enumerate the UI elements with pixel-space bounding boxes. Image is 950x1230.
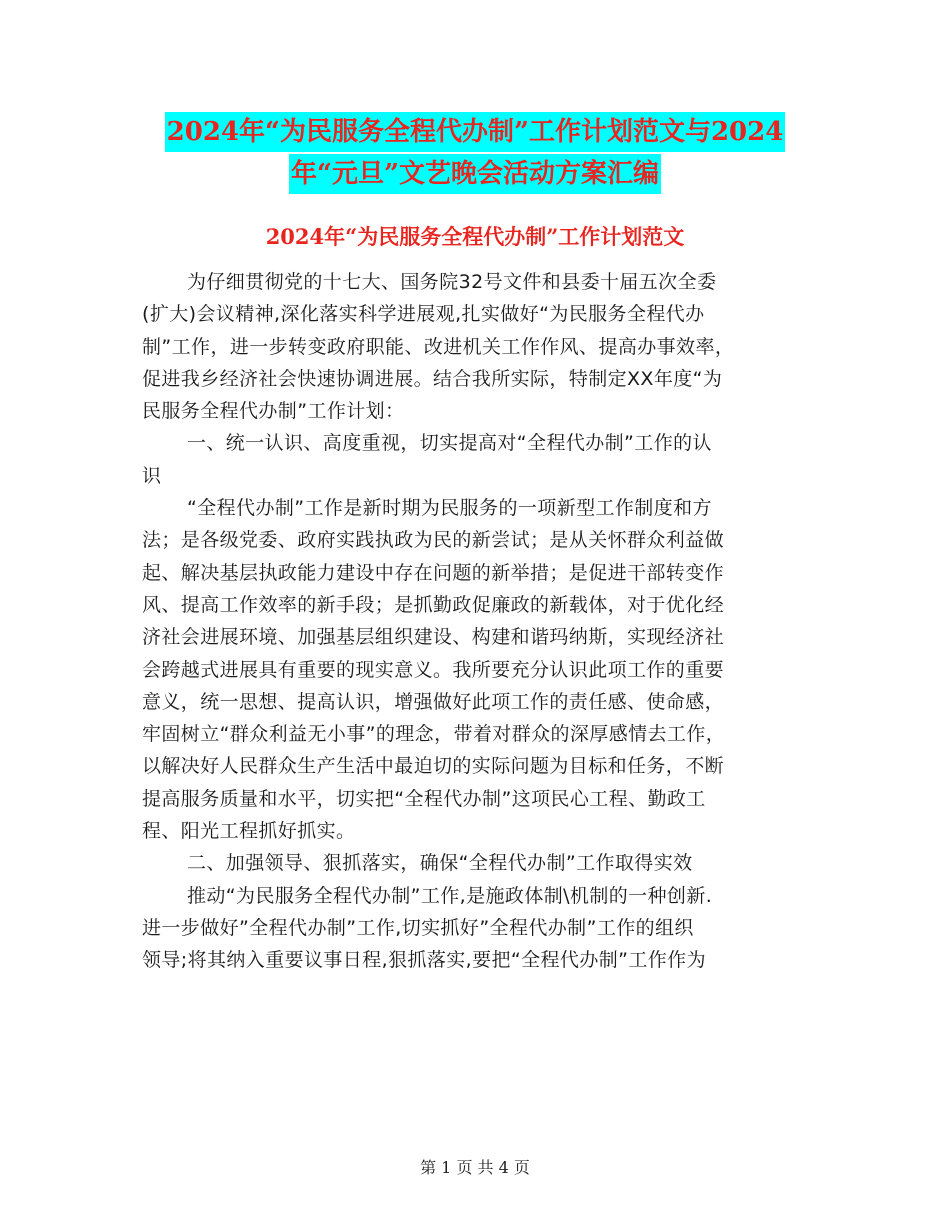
text-line: 二、加强领导、狠抓落实，确保“全程代办制”工作取得实效 — [187, 852, 693, 875]
text-line: 制”工作，进一步转变政府职能、改进机关工作作风、提高办事效率， — [142, 335, 735, 358]
page-footer: 第 1 页 共 4 页 — [420, 1158, 530, 1177]
text-line: 民服务全程代办制”工作计划： — [142, 400, 405, 423]
title-line-1: 2024年“为民服务全程代办制”工作计划范文与2024 — [165, 112, 786, 152]
body-text — [142, 266, 806, 977]
text-line: 程、阳光工程抓好抓实。 — [142, 820, 356, 843]
text-line: 风、提高工作效率的新手段；是抓勤政促廉政的新载体，对于优化经 — [142, 593, 725, 616]
text-line: 意义，统一思想、提高认识，增强做好此项工作的责任感、使命感， — [142, 690, 725, 713]
text-line: 起、解决基层执政能力建设中存在问题的新举措；是促进干部转变作 — [142, 561, 725, 584]
title-line-2: 年“元旦”文艺晚会活动方案汇编 — [289, 154, 661, 194]
text-line: 为仔细贯彻党的十七大、国务院32号文件和县委十届五次全委 — [187, 271, 717, 293]
section-heading: 2024年“为民服务全程代办制”工作计划范文 — [265, 224, 685, 249]
text-line: 法；是各级党委、政府实践执政为民的新尝试；是从关怀群众利益做 — [142, 529, 725, 552]
text-line: 牢固树立“群众利益无小事”的理念，带着对群众的深厚感情去工作， — [142, 723, 726, 746]
text-line: 促进我乡经济社会快速协调进展。结合我所实际，特制定XX年度“为 — [142, 367, 723, 390]
document-title — [0, 112, 950, 194]
text-line: 会跨越式进展具有重要的现实意义。我所要充分认识此项工作的重要 — [142, 658, 725, 681]
text-line: 以解决好人民群众生产生活中最迫切的实际问题为目标和任务，不断 — [142, 755, 725, 778]
text-line: 济社会进展环境、加强基层组织建设、构建和谐玛纳斯，实现经济社 — [142, 626, 725, 649]
text-line: 进一步做好”全程代办制”工作,切实抓好”全程代办制”工作的组织 — [142, 916, 694, 939]
text-line: 提高服务质量和水平，切实把“全程代办制”这项民心工程、勤政工 — [142, 787, 706, 810]
text-line: 识 — [142, 464, 162, 487]
text-line: 一、统一认识、高度重视，切实提高对“全程代办制”工作的认 — [187, 432, 712, 455]
text-line: 推动“为民服务全程代办制”工作,是施政体制\机制的一种创新. — [187, 884, 713, 907]
text-line: “全程代办制”工作是新时期为民服务的一项新型工作制度和方 — [187, 497, 712, 520]
text-line: 领导;将其纳入重要议事日程,狠抓落实,要把“全程代办制”工作作为 — [142, 949, 706, 972]
text-line: (扩大)会议精神,深化落实科学进展观,扎实做好“为民服务全程代办 — [142, 303, 705, 326]
